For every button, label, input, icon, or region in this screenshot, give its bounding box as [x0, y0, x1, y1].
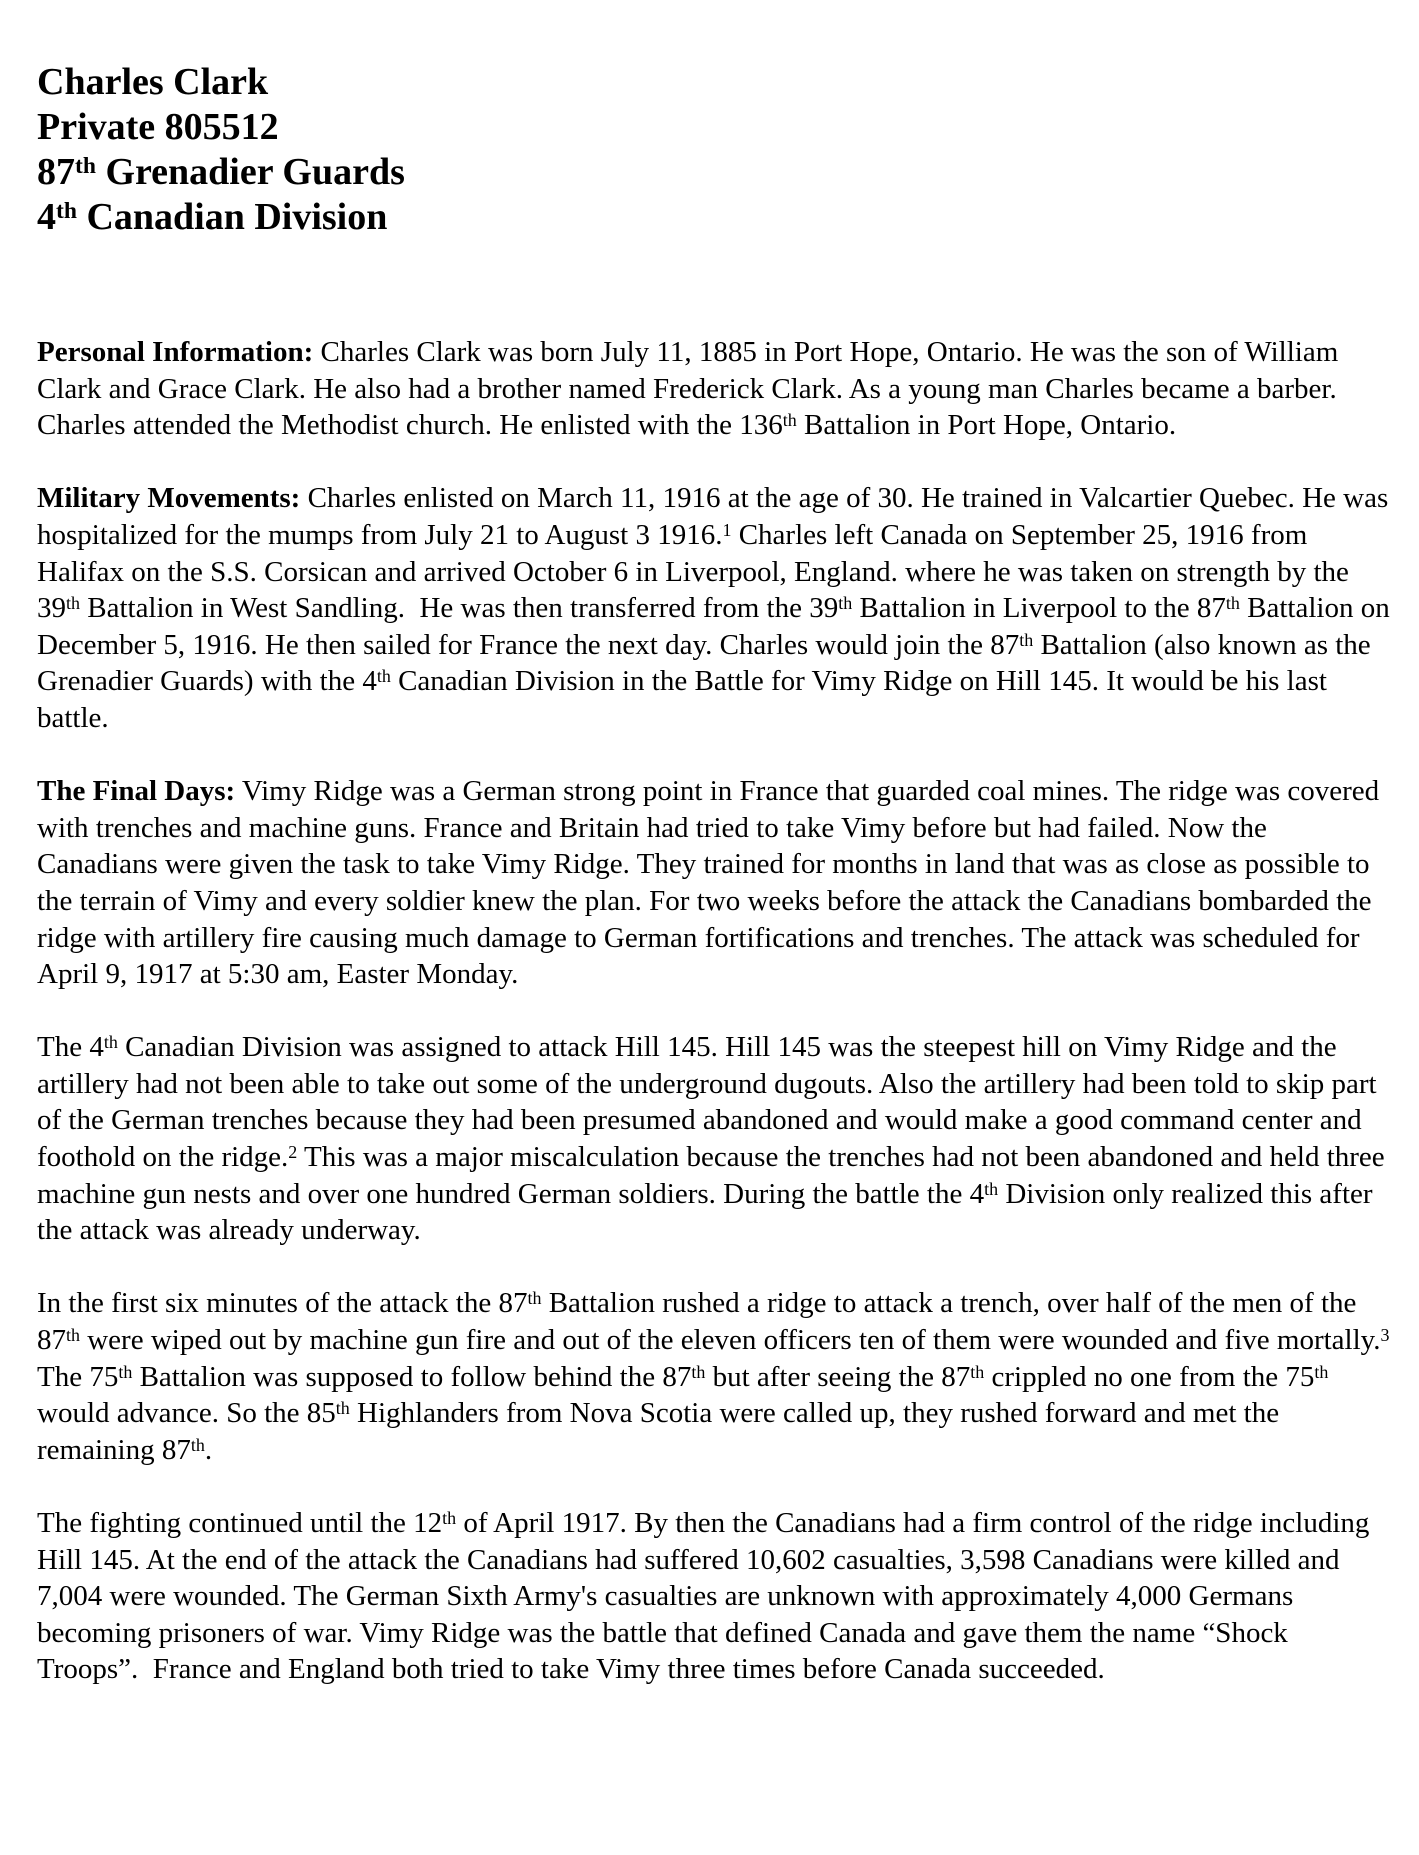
paragraph-first-six-minutes: In the first six minutes of the attack the 87th Battalion rushed a ridge to attack a trench, over half of the men of the 87th were wiped out by machine gun fire and out of the eleven officers ten of them were wounded and five mortally.$^3$ The 75th Battalion was supposed to follow behind the 87th but after seeing the 87th crippled no one from the 75th would advance. So the 85th Highlanders from Nova Scotia were called up, they rushed forward and met the remaining 87th.	[37, 1287, 1397, 1466]
soldier-battalion: 87th Grenadier Guards	[37, 151, 405, 193]
paragraph-hill-145-assignment: The 4th Canadian Division was assigned to attack Hill 145. Hill 145 was the steepest hill on Vimy Ridge and the artillery had not been able to take out some of the underground dugouts. Also the artillery had been told to skip part of the German trenches because they had been presumed abandoned and would make a good command center and foothold on the ridge.$^2$ This was a major miscalculation because the trenches had not been abandoned and held three machine gun nests and over one hundred German soldiers. During the battle the 4th Division only realized this after the attack was already underway.	[37, 1031, 1392, 1247]
paragraph-personal-information: Personal Information: Charles Clark was born July 11, 1885 in Port Hope, Ontario. He was the son of William Clark and Grace Clark. He also had a brother named Frederick Clark. As a young man Charles became a barber. Charles attended the Methodist church. He enlisted with the 136th Battalion in Port Hope, Ontario.	[37, 336, 1346, 442]
document-header	[37, 60, 1391, 240]
soldier-division: 4th Canadian Division	[37, 196, 388, 238]
soldier-name: Charles Clark	[37, 61, 269, 103]
paragraph-final-days: The Final Days: Vimy Ridge was a German strong point in France that guarded coal mines. The ridge was covered with trenches and machine guns. France and Britain had tried to take Vimy before but had failed. Now the Canadians were given the task to take Vimy Ridge. They trained for months in land that was as close as possible to the terrain of Vimy and every soldier knew the plan. For two weeks before the attack the Canadians bombarded the ridge with artillery fire causing much damage to German fortifications and trenches. The attack was scheduled for April 9, 1917 at 5:30 am, Easter Monday.	[37, 775, 1387, 991]
document-body	[37, 334, 1397, 1688]
paragraph-military-movements: Military Movements: Charles enlisted on March 11, 1916 at the age of 30. He trained in Valcartier Quebec. He was hospitalized for the mumps from July 21 to August 3 1916.$^1$ Charles left Canada on September 25, 1916 from Halifax on the S.S. Corsican and arrived October 6 in Liverpool, England. where he was taken on strength by the 39th Battalion in West Sandling. He was then transferred from the 39th Battalion in Liverpool to the 87th Battalion on December 5, 1916. He then sailed for France the next day. Charles would join the 87th Battalion (also known as the Grenadier Guards) with the 4th Canadian Division in the Battle for Vimy Ridge on Hill 145. It would be his last battle.	[37, 482, 1397, 734]
paragraph-aftermath: The fighting continued until the 12th of April 1917. By then the Canadians had a firm control of the ridge including Hill 145. At the end of the attack the Canadians had suffered 10,602 casualties, 3,598 Canadians were killed and 7,004 were wounded. The German Sixth Army's casualties are unknown with approximately 4,000 Germans becoming prisoners of war. Vimy Ridge was the battle that defined Canada and gave them the name “Shock Troops”. France and England both tried to take Vimy three times before Canada succeeded.	[37, 1507, 1377, 1686]
soldier-rank-and-number: Private 805512	[37, 106, 279, 148]
